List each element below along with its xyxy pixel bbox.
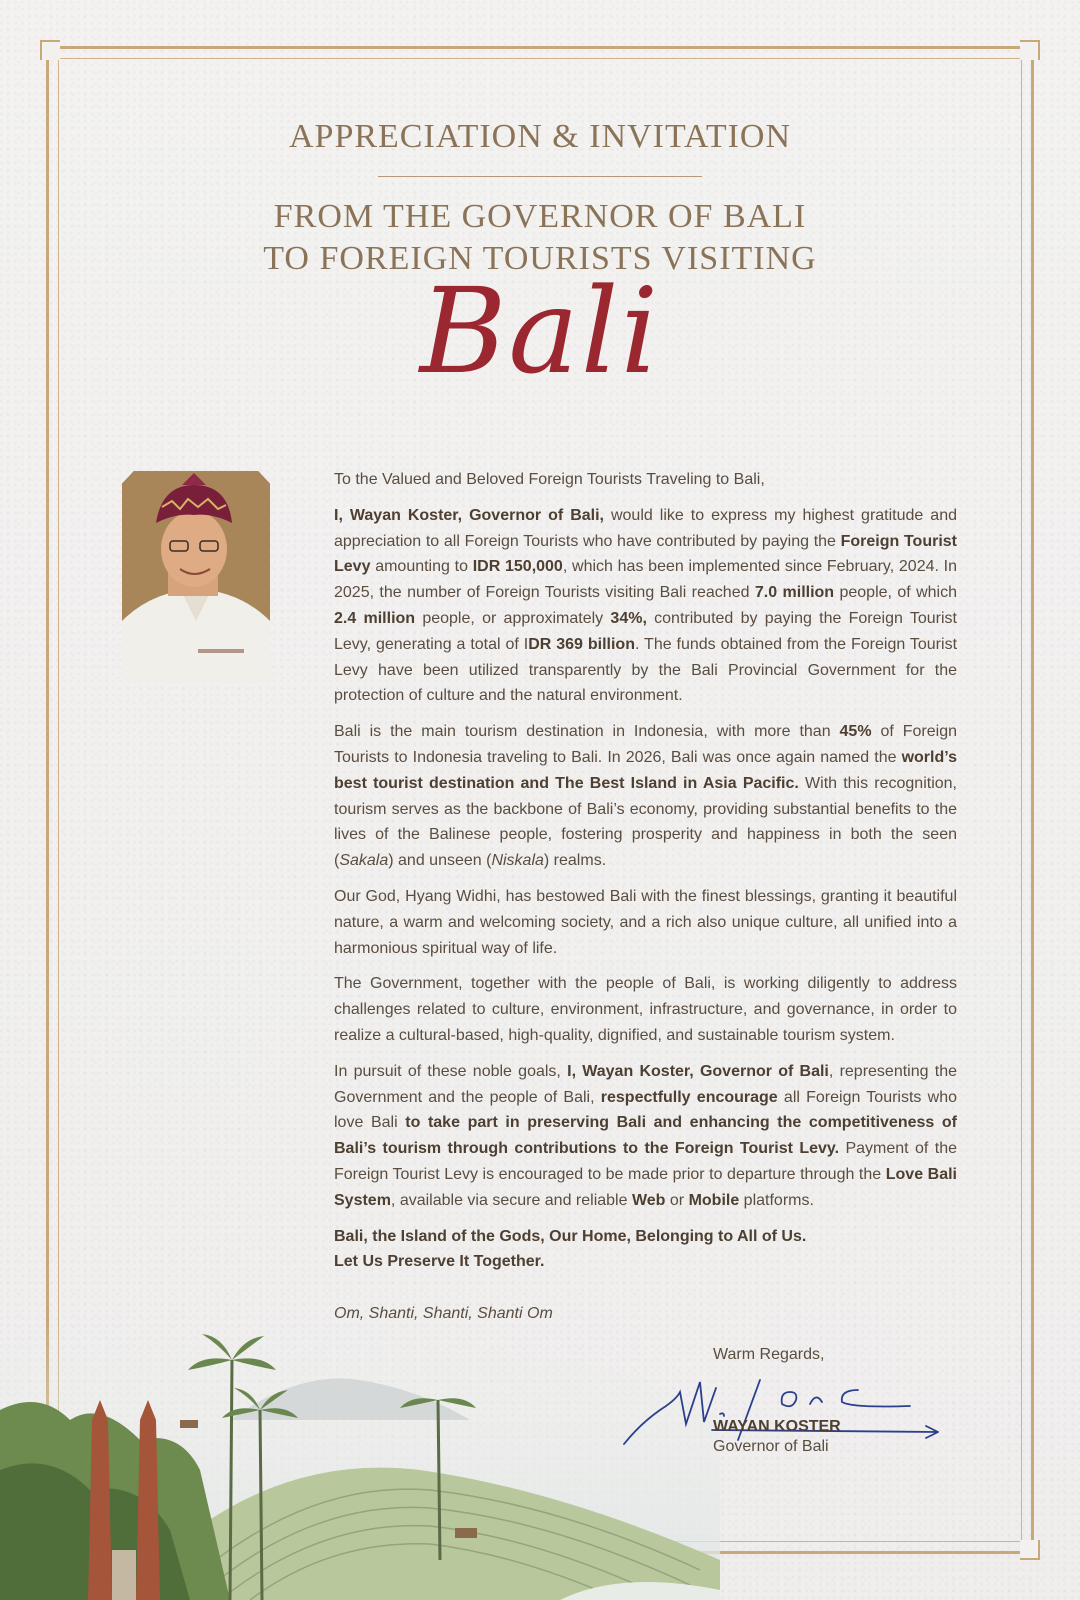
signatory-name: WAYAN KOSTER xyxy=(713,1418,841,1435)
closing-statement: Bali, the Island of the Gods, Our Home, Belonging to All of Us. Let Us Preserve It Together. xyxy=(334,1227,807,1271)
paragraph-destination: Bali is the main tourism destination in Indonesia, with more than 45% of Foreign Tourists to Indonesia traveling to Bali. In 2026, Bali was once again named the world’s best tourist destination and The Best Island in Asia Pacific. With this recognition, tourism serves as the backbone of Bali’s economy, providing substantial benefits to the lives of the Balinese people, fostering prosperity and happiness in both the seen (Sakala) and unseen (Niskala) realms. xyxy=(334,723,958,870)
portrait-illustration xyxy=(122,471,270,682)
greeting: To the Valued and Beloved Foreign Tourists Traveling to Bali, xyxy=(334,471,765,488)
rice-terrace-illustration xyxy=(0,1300,720,1600)
frame-corner-top-left xyxy=(40,40,60,60)
frame-corner-top-right xyxy=(1020,40,1040,60)
subtitle-line-1: FROM THE GOVERNOR OF BALI xyxy=(273,198,807,235)
signature-block xyxy=(713,1346,983,1466)
subtitle-line-2: TO FOREIGN TOURISTS VISITING xyxy=(263,240,817,277)
letter-body xyxy=(334,467,957,1337)
paragraph-blessings: Our God, Hyang Widhi, has bestowed Bali with the finest blessings, granting it beautiful nature, a warm and welcoming society, and a rich also unique culture, all unified into a harmonious spiritual way of life. xyxy=(334,887,957,957)
regards-text: Warm Regards, xyxy=(713,1346,825,1363)
frame-corner-bottom-right xyxy=(1020,1540,1040,1560)
paragraph-invitation: In pursuit of these noble goals, I, Wayan Koster, Governor of Bali, representing the Government and the people of Bali, respectfully encourage all Foreign Tourists who love Bali to take part in preserving Bali and enhancing the competitiveness of Bali’s tourism through contributions to the Foreign Tourist Levy. Payment of the Foreign Tourist Levy is encouraged to be made prior to departure through the Love Bali System, available via secure and reliable Web or Mobile platforms. xyxy=(334,1062,958,1209)
signatory-title: Governor of Bali xyxy=(713,1438,829,1455)
title-divider xyxy=(378,176,702,177)
bali-script-title: Bali xyxy=(419,262,661,400)
paragraph-government: The Government, together with the people of Bali, is working diligently to address challenges related to culture, environment, infrastructure, and governance, in order to realize a cultural-based, high-quality, dignified, and sustainable tourism system. xyxy=(334,975,957,1044)
page-title: APPRECIATION & INVITATION xyxy=(288,118,792,155)
paragraph-levy-gratitude: I, Wayan Koster, Governor of Bali, would like to express my highest gratitude and appreciation to all Foreign Tourists who have contributed by paying the Foreign Tourist Levy amounting to IDR 150,000, which has been implemented since February, 2024. In 2025, the number of Foreign Tourists visiting Bali reached 7.0 million people, of which 2.4 million people, or approximately 34%, contributed by paying the Foreign Tourist Levy, generating a total of IDR 369 billion. The funds obtained from the Foreign Tourist Levy have been utilized transparently by the Bali Provincial Government for the protection of culture and the natural environment. xyxy=(334,506,958,705)
salutation: Om, Shanti, Shanti, Shanti Om xyxy=(334,1305,553,1323)
governor-portrait xyxy=(122,471,270,682)
